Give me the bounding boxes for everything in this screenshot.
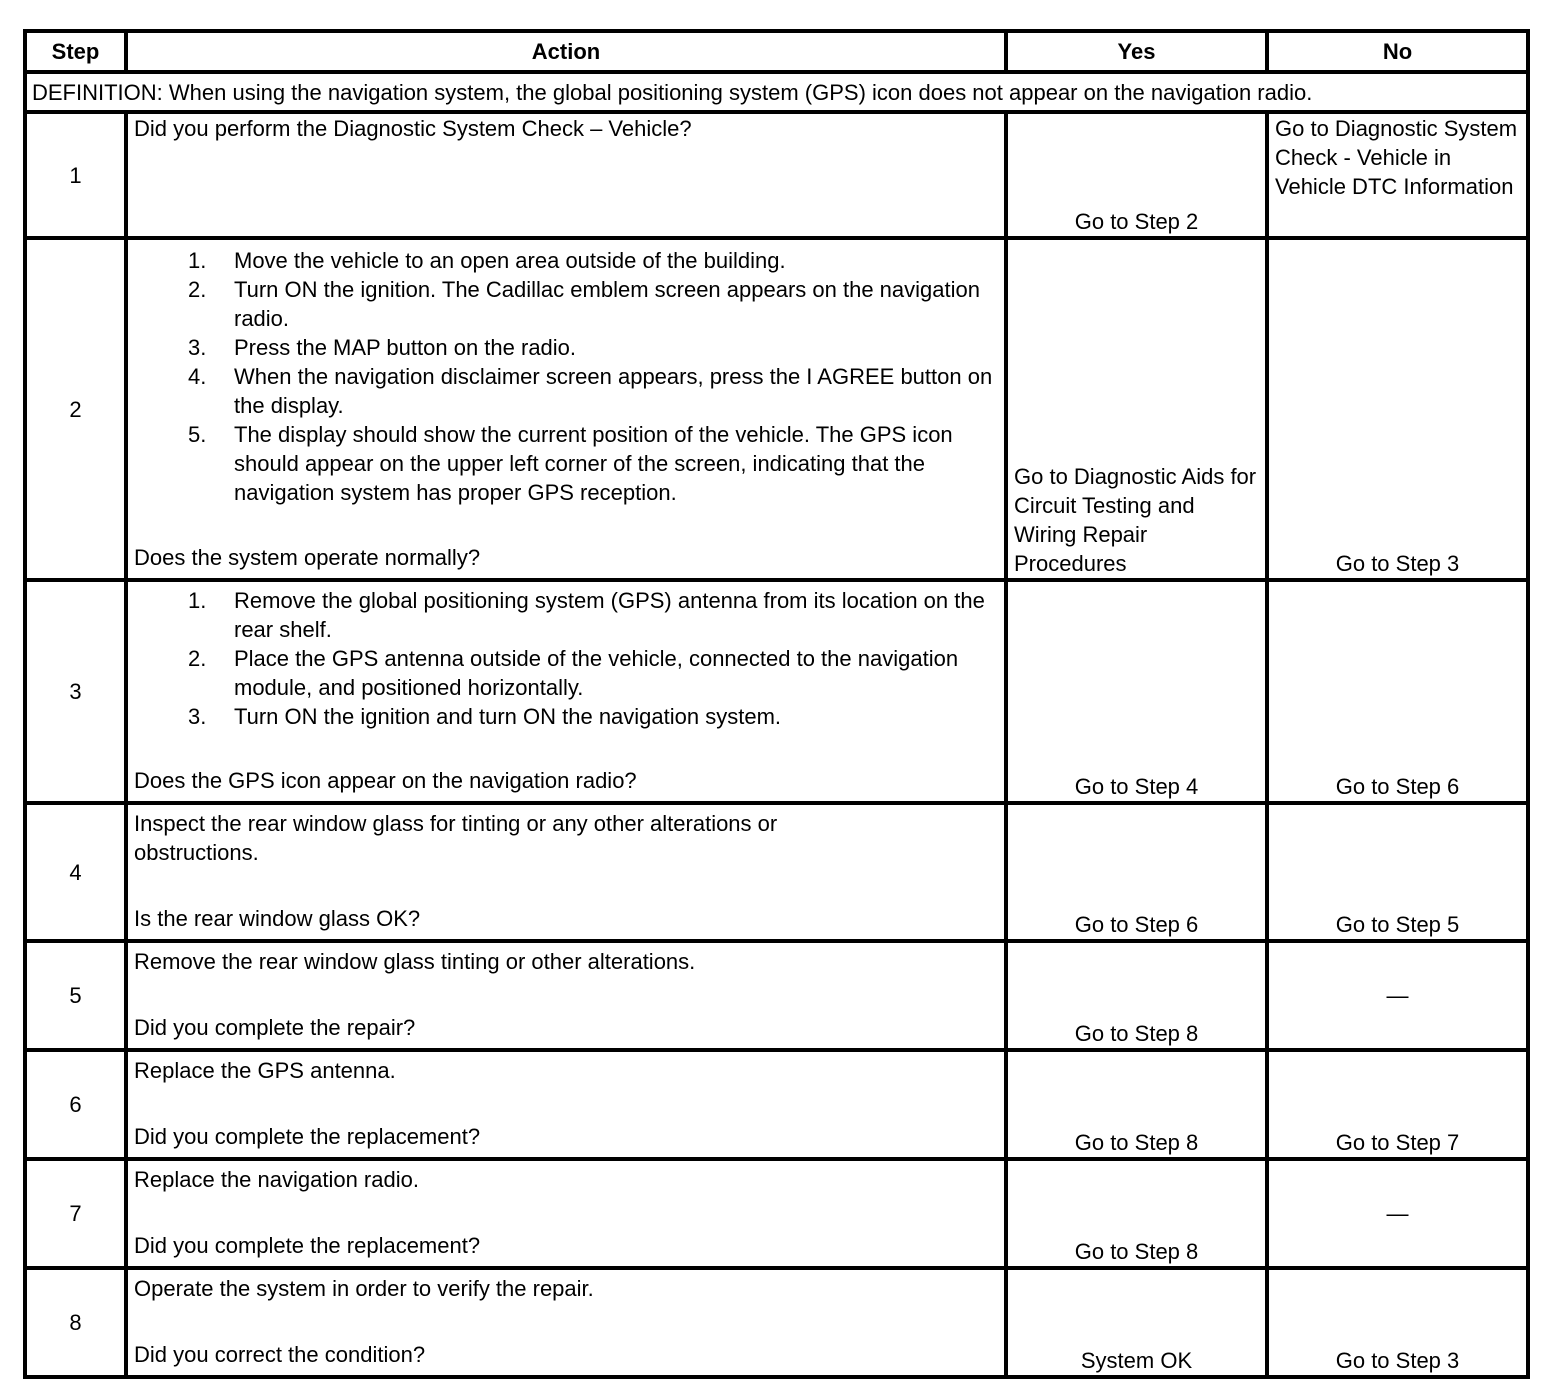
table-row xyxy=(25,803,1528,941)
action-text: Operate the system in order to verify the repair. xyxy=(134,1276,594,1301)
header-row xyxy=(25,31,1528,72)
definition-text: DEFINITION: When using the navigation system, the global positioning system (GPS) icon does not appear on the navigation radio. xyxy=(25,72,1528,112)
step-number: 3 xyxy=(25,580,126,803)
no-cell: — xyxy=(1267,941,1528,1050)
list-item: 4. When the navigation disclaimer screen appears, press the I AGREE button on the display. xyxy=(188,364,993,418)
step-number: 2 xyxy=(25,238,126,580)
action-cell xyxy=(126,112,1006,238)
action-cell xyxy=(126,238,1006,580)
header-action: Action xyxy=(126,31,1006,72)
list-item: 2. Place the GPS antenna outside of the vehicle, connected to the navigation module, and positioned horizontally. xyxy=(188,646,959,700)
list-item: 5. The display should show the current position of the vehicle. The GPS icon should appear on the upper left corner of the screen, indicating that the navigation system has proper GPS reception. xyxy=(188,422,953,505)
no-cell: Go to Step 3 xyxy=(1267,1268,1528,1377)
table-row xyxy=(25,238,1528,580)
action-text: Inspect the rear window glass for tinting or any other alterations or obstructions. xyxy=(134,811,778,865)
yes-cell: Go to Step 6 xyxy=(1006,803,1267,941)
list-item: 2. Turn ON the ignition. The Cadillac emblem screen appears on the navigation radio. xyxy=(188,277,980,331)
definition-row xyxy=(25,72,1528,112)
step-number: 5 xyxy=(25,941,126,1050)
question-text: Did you complete the replacement? xyxy=(134,1124,481,1149)
no-cell: Go to Step 3 xyxy=(1267,238,1528,580)
list-item: 3. Press the MAP button on the radio. xyxy=(188,335,577,360)
yes-cell: Go to Step 4 xyxy=(1006,580,1267,803)
table-row xyxy=(25,1268,1528,1377)
table-row xyxy=(25,941,1528,1050)
step-number: 8 xyxy=(25,1268,126,1377)
question-text: Did you correct the condition? xyxy=(134,1342,426,1367)
header-no: No xyxy=(1267,31,1528,72)
yes-cell: Go to Step 8 xyxy=(1006,1050,1267,1159)
action-cell xyxy=(126,1050,1006,1159)
question-text: Does the system operate normally? xyxy=(134,545,481,570)
question-text: Did you complete the replacement? xyxy=(134,1233,481,1258)
yes-cell: Go to Diagnostic Aids for Circuit Testing and Wiring Repair Procedures xyxy=(1006,238,1267,580)
no-cell: Go to Step 7 xyxy=(1267,1050,1528,1159)
yes-cell: Go to Step 2 xyxy=(1006,112,1267,238)
question-text: Does the GPS icon appear on the navigation radio? xyxy=(134,768,637,793)
action-cell xyxy=(126,803,1006,941)
no-cell: Go to Step 5 xyxy=(1267,803,1528,941)
no-cell: — xyxy=(1267,1159,1528,1268)
table-row xyxy=(25,580,1528,803)
table-row xyxy=(25,112,1528,238)
action-text: Replace the GPS antenna. xyxy=(134,1058,396,1083)
header-yes: Yes xyxy=(1006,31,1267,72)
step-number: 1 xyxy=(25,112,126,238)
step-number: 4 xyxy=(25,803,126,941)
yes-cell: System OK xyxy=(1006,1268,1267,1377)
question-text: Is the rear window glass OK? xyxy=(134,906,421,931)
list-item: 1. Remove the global positioning system (GPS) antenna from its location on the rear shelf. xyxy=(188,588,985,642)
procedure-list xyxy=(134,246,998,507)
list-item: 1. Move the vehicle to an open area outside of the building. xyxy=(188,248,786,273)
yes-cell: Go to Step 8 xyxy=(1006,941,1267,1050)
action-cell xyxy=(126,1159,1006,1268)
question-text: Did you complete the repair? xyxy=(134,1015,416,1040)
action-text: Remove the rear window glass tinting or other alterations. xyxy=(134,949,696,974)
action-cell xyxy=(126,1268,1006,1377)
no-cell: Go to Diagnostic System Check - Vehicle in Vehicle DTC Information xyxy=(1267,112,1528,238)
action-cell xyxy=(126,580,1006,803)
header-step: Step xyxy=(25,31,126,72)
table-row xyxy=(25,1050,1528,1159)
procedure-list xyxy=(134,586,998,731)
yes-cell: Go to Step 8 xyxy=(1006,1159,1267,1268)
no-cell: Go to Step 6 xyxy=(1267,580,1528,803)
step-number: 7 xyxy=(25,1159,126,1268)
table-row xyxy=(25,1159,1528,1268)
action-text: Did you perform the Diagnostic System Check – Vehicle? xyxy=(134,116,692,141)
step-number: 6 xyxy=(25,1050,126,1159)
action-text: Replace the navigation radio. xyxy=(134,1167,419,1192)
list-item: 3. Turn ON the ignition and turn ON the navigation system. xyxy=(188,704,782,729)
action-cell xyxy=(126,941,1006,1050)
diagnostic-table xyxy=(23,29,1530,1379)
